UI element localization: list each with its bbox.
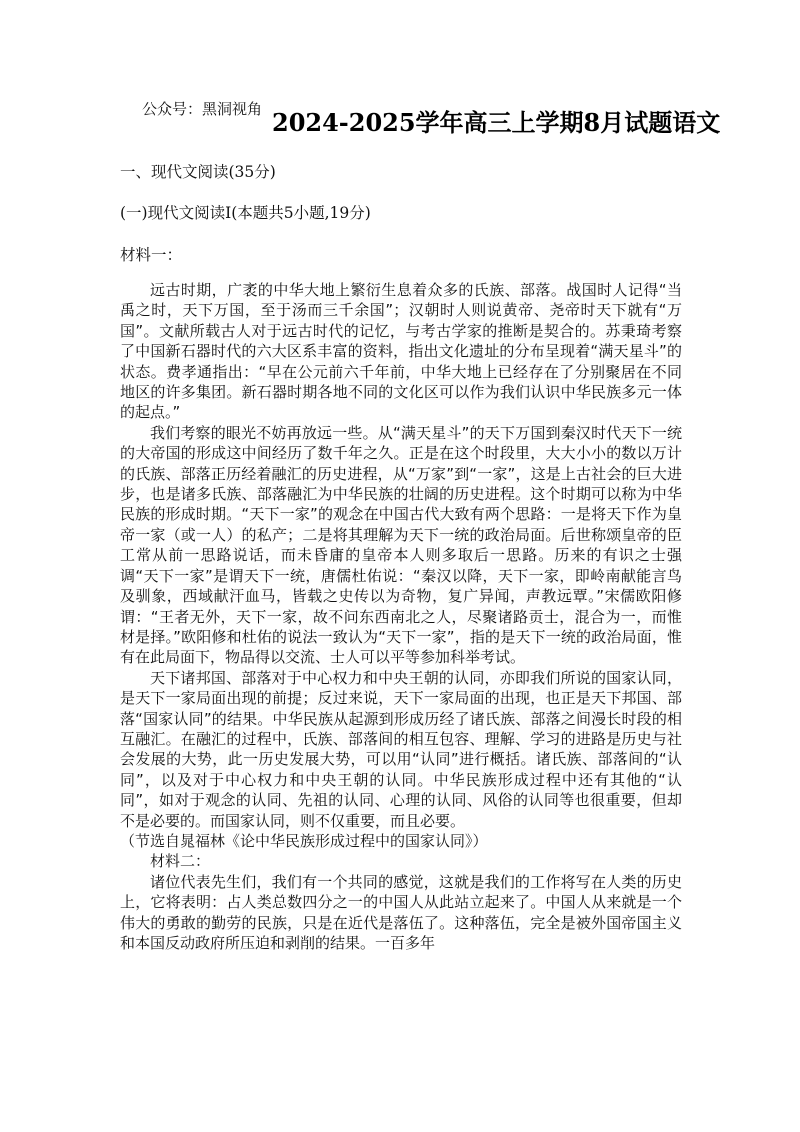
material1-paragraph-2: 我们考察的眼光不妨再放远一些。从“满天星斗”的天下万国到秦汉时代天下一统的大帝国的形成这中间经历了数千年之久。正是在这个时段里，大大小小的数以万计的氏族、部落正历经着融汇的历史进程，从“万家”到“一家”，这是上古社会的巨大进步，也是诸多氏族、部落融汇为中华民族的壮阔的历史进程。这个时期可以称为中华民族的形成时期。“天下一家”的观念在中国古代大致有两个思路：一是将天下作为皇帝一家（或一人）的私产；二是将其理解为天下一统的政治局面。后世称颂皇帝的臣工常从前一思路说话，而未昏庸的皇帝本人则多取后一思路。历来的有识之士强调“天下一家”是谓天下一统，唐儒杜佑说：“秦汉以降，天下一家，即岭南献能言鸟及驯象，西域献汗血马，皆载之史传以为奇物，复广异闻，声教远覃。”宋儒欧阳修谓：“王者无外，天下一家，故不问东西南北之人，尽聚诸路贡士，混合为一，而惟材是择。”欧阳修和杜佑的说法一致认为“天下一家”，指的是天下一统的政治局面，惟有在此局面下，物品得以交流、士人可以平等参加科举考试。 xyxy=(120,423,682,667)
material1-label: 材料一： xyxy=(120,246,183,264)
watermark-text: 公众号：黑洞视角 xyxy=(142,100,263,118)
material2-paragraph-1: 诸位代表先生们，我们有一个共同的感觉，这就是我们的工作将写在人类的历史上，它将表明：占人类总数四分之一的中国人从此站立起来了。中国人从来就是一个伟大的勇敢的勤劳的民族，只是在近代是落伍了。这种落伍，完全是被外国帝国主义和本国反动政府所压迫和剥削的结果。一百多年 xyxy=(120,872,682,952)
page-title: 2024-2025学年高三上学期8月试题语文 xyxy=(272,108,721,137)
material1-paragraph-3: 天下诸邦国、部落对于中心权力和中央王朝的认同，亦即我们所说的国家认同，是天下一家局面出现的前提；反过来说，天下一家局面的出现，也正是天下邦国、部落“国家认同”的结果。中华民族从起源到形成历经了诸氏族、部落之间漫长时段的相互融汇。在融汇的过程中，氏族、部落间的相互包容、理解、学习的进路是历史与社会发展的大势，此一历史发展大势，可以用“认同”进行概括。诸氏族、部落间的“认同”，以及对于中心权力和中央王朝的认同。中华民族形成过程中还有其他的“认同”，如对于观念的认同、先祖的认同、心理的认同、风俗的认同等也很重要，但却不是必要的。而国家认同，则不仅重要，而且必要。 xyxy=(120,668,682,830)
subsection-heading: (一)现代文阅读Ⅰ(本题共5小题,19分) xyxy=(120,204,371,222)
material2-label: 材料二： xyxy=(150,852,211,871)
material1-paragraph-1: 远古时期，广袤的中华大地上繁衍生息着众多的氏族、部落。战国时人记得“当禹之时，天下万国，至于汤而三千余国”；汉朝时人则说黄帝、尧帝时天下就有“万国”。文献所载古人对于远古时代的记忆，与考古学家的推断是契合的。苏秉琦考察了中国新石器时代的六大区系丰富的资料，指出文化遗址的分布呈现着“满天星斗”的状态。费孝通指出：“早在公元前六千年前，中华大地上已经存在了分别聚居在不同地区的许多集团。新石器时期各地不同的文化区可以作为我们认识中华民族多元一体的起点。” xyxy=(120,281,682,422)
section-heading: 一、现代文阅读(35分) xyxy=(120,163,276,181)
material1-source-citation: （节选自晁福林《论中华民族形成过程中的国家认同》） xyxy=(120,831,488,850)
article-body xyxy=(120,280,682,953)
